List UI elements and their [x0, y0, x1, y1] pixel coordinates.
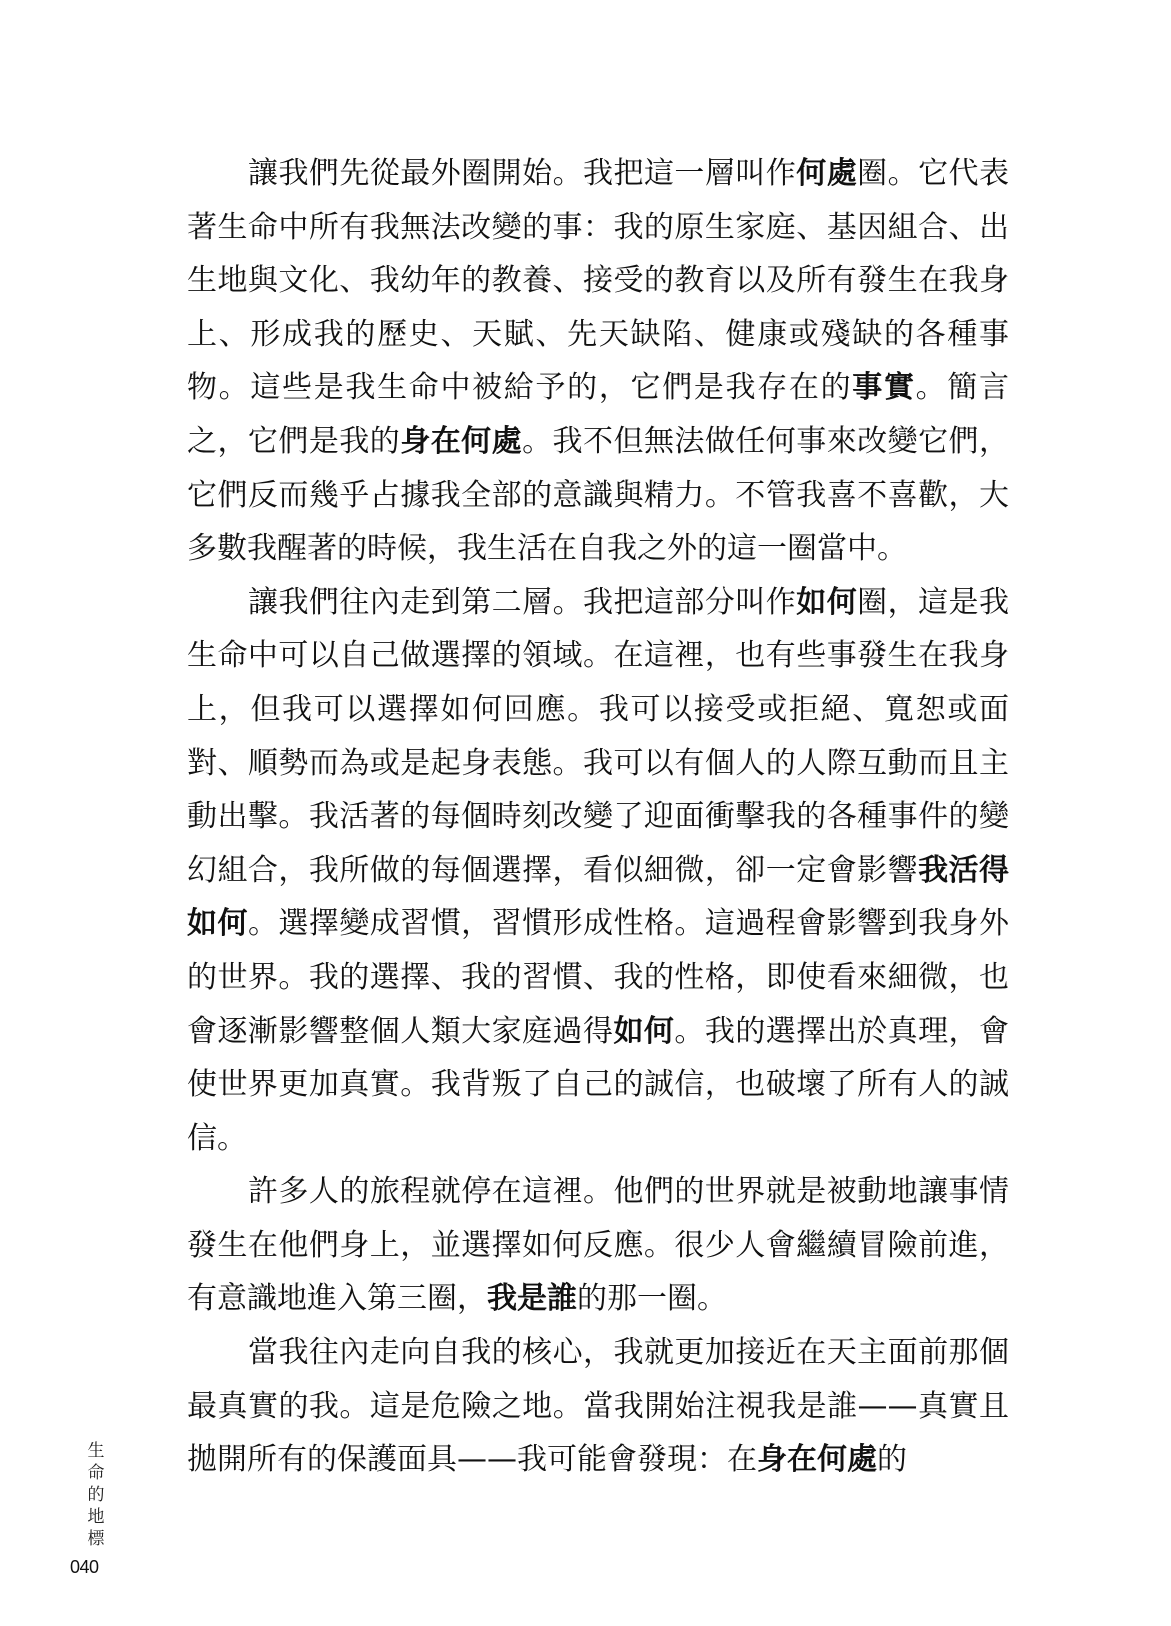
running-title-char: 的 — [87, 1485, 105, 1505]
text-run: 的那一圈。 — [577, 1281, 727, 1317]
text-run: 讓我們先從最外圈開始。我把這一層叫作 — [248, 156, 797, 191]
bold-term: 如何 — [613, 1013, 675, 1049]
text-run: 的 — [877, 1442, 907, 1478]
running-title-char: 標 — [87, 1529, 105, 1549]
bold-term: 事實 — [852, 370, 916, 406]
bold-term: 我活得如何 — [187, 852, 1010, 942]
bold-term: 身在何處 — [757, 1442, 877, 1478]
text-run: 圈。它代表著生命中所有我無法改變的事：我的原生家庭、基因組合、出生地與文化、我幼年的教養、接受的教育以及所有發生在我身上、形成我的歷史、天賦、先天缺陷、健康或殘缺的各種事物。這些是我生命中被給予的，它們是我存在的 — [187, 156, 1010, 406]
bold-term: 我是誰 — [487, 1281, 577, 1317]
text-run: 。我不但無法做任何事來改變它們，它們反而幾乎占據我全部的意識與精力。不管我喜不喜歡，大多數我醒著的時候，我生活在自我之外的這一圈當中。 — [187, 423, 1010, 567]
running-title-char: 命 — [87, 1463, 105, 1483]
text-run: 。簡言之，它們是我的 — [187, 370, 1010, 459]
page-number: 040 — [70, 1557, 99, 1577]
running-title-char: 生 — [87, 1441, 105, 1461]
bold-term: 何處 — [796, 156, 858, 191]
text-run: 當我往內走向自我的核心，我就更加接近在天主面前那個最真實的我。這是危險之地。當我開始注視我是誰——真實且拋開所有的保護面具——我可能會發現：在 — [187, 1335, 1009, 1478]
text-run: 圈，這是我生命中可以自己做選擇的領域。在這裡，也有些事發生在我身上，但我可以選擇如何回應。我可以接受或拒絕、寬恕或面對、順勢而為或是起身表態。我可以有個人的人際互動而且主動出擊。我活著的每個時刻改變了迎面衝擊我的各種事件的變幻組合，我所做的每個選擇，看似細微，卻一定會影響 — [187, 584, 1010, 888]
running-title — [84, 1440, 108, 1550]
paragraph — [187, 576, 1009, 1166]
running-title-char: 地 — [87, 1507, 105, 1527]
text-run: 許多人的旅程就停在這裡。他們的世界就是被動地讓事情發生在他們身上，並選擇如何反應。很少人會繼續冒險前進，有意識地進入第三圈， — [187, 1174, 1009, 1317]
text-run: 。選擇變成習慣，習慣形成性格。這過程會影響到我身外的世界。我的選擇、我的習慣、我的性格，即使看來細微，也會逐漸影響整個人類大家庭過得 — [187, 906, 1010, 1049]
paragraph — [187, 1165, 1009, 1326]
page-body — [187, 147, 1009, 1487]
bold-term: 如何 — [796, 584, 858, 620]
text-run: 讓我們往內走到第二層。我把這部分叫作 — [248, 584, 797, 620]
bold-term: 身在何處 — [400, 423, 523, 459]
paragraph — [187, 147, 1009, 576]
paragraph — [187, 1326, 1009, 1487]
text-run: 。我的選擇出於真理，會使世界更加真實。我背叛了自己的誠信，也破壞了所有人的誠信。 — [187, 1013, 1010, 1156]
